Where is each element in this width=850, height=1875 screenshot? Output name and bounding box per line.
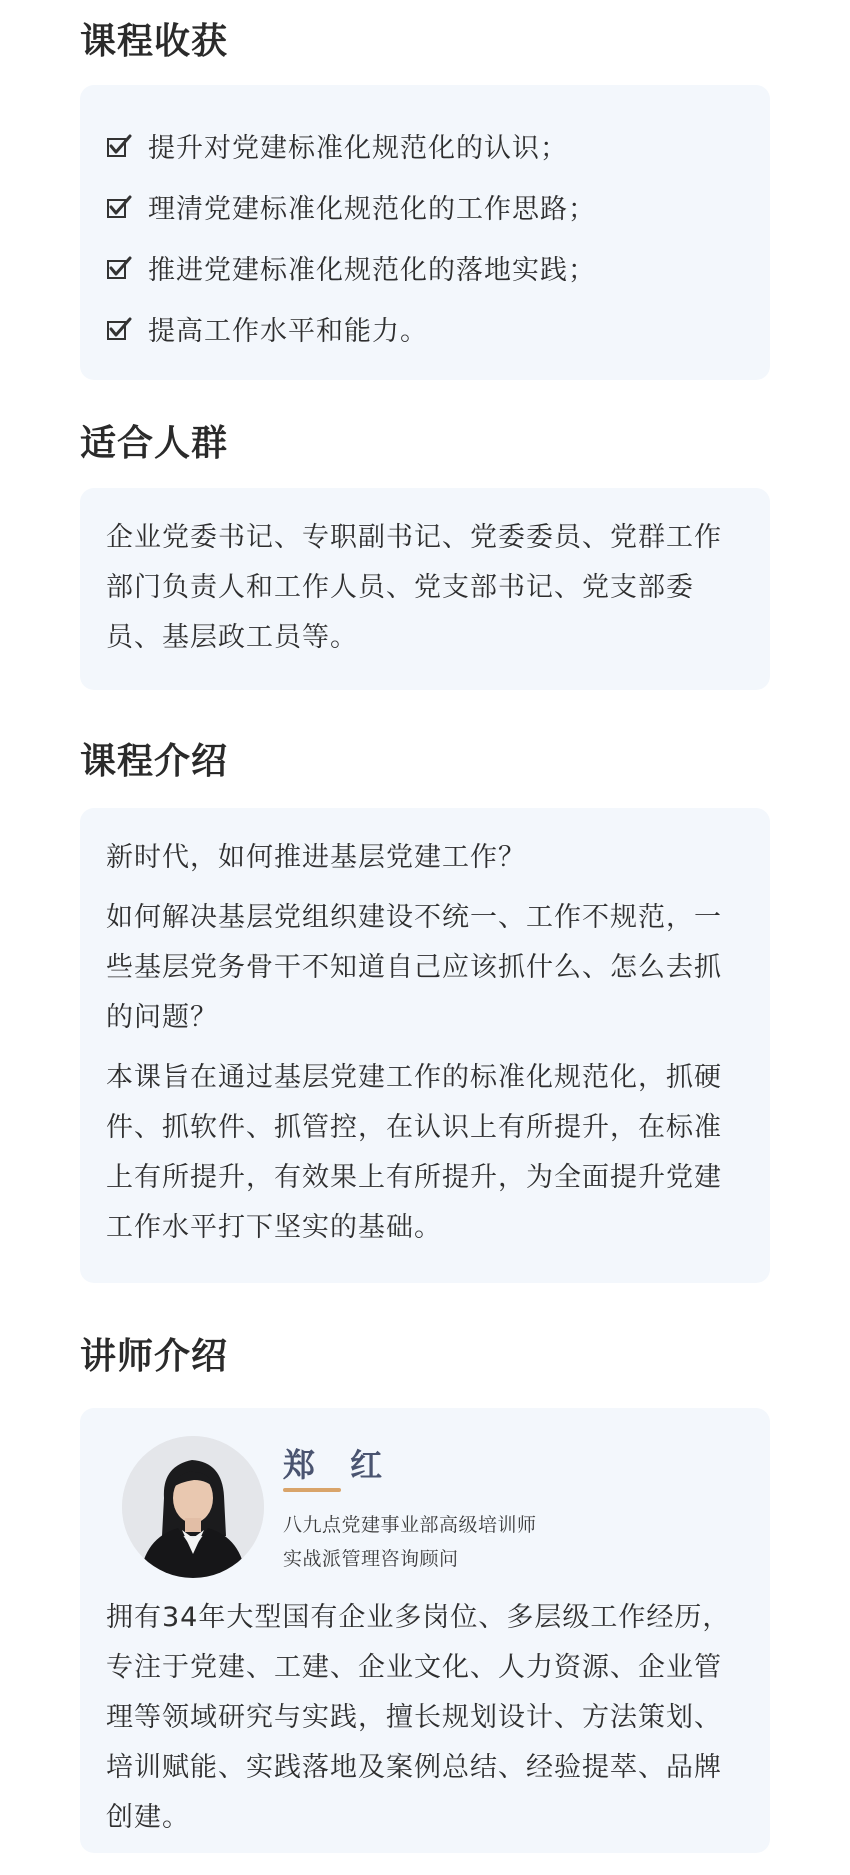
intro-paragraph: 本课旨在通过基层党建工作的标准化规范化，抓硬件、抓软件、抓管控，在认识上有所提升，在标准上有所提升，有效果上有所提升，为全面提升党建工作水平打下坚实的基础。: [106, 1062, 722, 1243]
checkbox-checked-icon: [106, 316, 132, 342]
teacher-avatar: [122, 1436, 264, 1578]
teacher-name: 郑 红: [283, 1446, 395, 1484]
intro-paragraph: 新时代，如何推进基层党建工作？: [106, 842, 526, 873]
intro-paragraph: 如何解决基层党组织建设不统一、工作不规范，一些基层党务骨干不知道自己应该抓什么、怎么去抓的问题？: [106, 902, 722, 1033]
harvest-item-text: 推进党建标准化规范化的落地实践；: [148, 255, 596, 286]
checkbox-checked-icon: [106, 255, 132, 281]
harvest-item: [106, 176, 744, 237]
name-underline: [283, 1488, 341, 1492]
teacher-bio: 拥有34年大型国有企业多岗位、多层级工作经历，专注于党建、工建、企业文化、人力资源、企业管理等领域研究与实践，擅长规划设计、方法策划、培训赋能、实践落地及案例总结、经验提萃、品牌创建。: [106, 1602, 731, 1833]
teacher-position: 八九点党建事业部高级培训师: [283, 1514, 537, 1536]
checkbox-checked-icon: [106, 194, 132, 220]
checkbox-checked-icon: [106, 133, 132, 159]
section-title-intro: 课程介绍: [80, 741, 229, 782]
harvest-item: [106, 298, 744, 359]
harvest-card: [80, 85, 770, 380]
teacher-card: [80, 1408, 770, 1853]
intro-card: [80, 808, 770, 1283]
harvest-item: [106, 115, 744, 176]
section-title-audience: 适合人群: [80, 423, 229, 464]
harvest-item-text: 提高工作水平和能力。: [148, 316, 428, 347]
teacher-position: 实战派管理咨询顾问: [283, 1548, 459, 1570]
harvest-item-text: 提升对党建标准化规范化的认识；: [148, 133, 568, 164]
teacher-portrait-icon: [122, 1436, 264, 1578]
audience-card: [80, 488, 770, 690]
harvest-item-text: 理清党建标准化规范化的工作思路；: [148, 194, 596, 225]
audience-text: 企业党委书记、专职副书记、党委委员、党群工作部门负责人和工作人员、党支部书记、党支部委员、基层政工员等。: [106, 522, 722, 653]
section-title-harvest: 课程收获: [80, 21, 229, 62]
section-title-teacher: 讲师介绍: [80, 1336, 229, 1377]
harvest-item: [106, 237, 744, 298]
